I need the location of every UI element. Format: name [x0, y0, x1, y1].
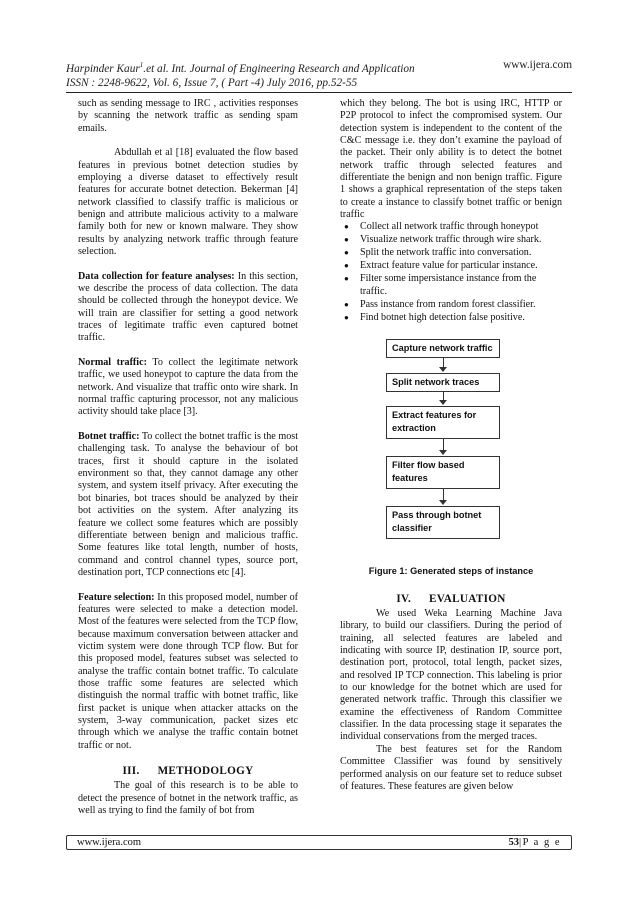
section-heading-methodology: III. METHODOLOGY: [122, 764, 254, 777]
paragraph: which they belong. The bot is using IRC, HTTP or P2P protocol to infect the compromised system. Our detection system is independent to the content of the C&C message i.e. they don’t examine the payload of the packet. Their only ability is to detect the botnet network traffic through selected features and differentiate the benign and non benign traffic. Figure 1 shows a graphical representation of the steps taken to create a instance to classify botnet traffic or benign traffic: [340, 98, 562, 221]
paragraph-lead: Data collection for feature analyses:: [78, 270, 235, 282]
normal-traffic-paragraph: Normal traffic: To collect the legitimate network traffic, we used honeypot to capture the data from the network. And visualize that traffic onto wire shark. In normal traffic capturing processor, not any malicious activity should take place [3].: [78, 357, 298, 418]
flow-step-classify: Pass through botnet classifier: [386, 506, 500, 539]
paragraph: Abdullah et al [18] evaluated the flow based features in previous botnet detection studies by employing a diverse dataset to effectively result features for accurate botnet detection. Bekerman [4] network classified to classify traffic is malicious or benign and attribute malicious activity to a malware family both for new or known malware. They show results by analyzing network traffic through feature selection.: [78, 147, 298, 258]
bullet-icon: ●: [344, 274, 349, 284]
paragraph: We used Weka Learning Machine Java library, to build our classifiers. During the period of training, all selected features are labeled and indicating with source IP, destination IP, source port, destination port, protocol, total length, packet sizes, and resolved IP TCP connection. This labeling is prior to our knowledge for the botnet which are used for generated network traffic. Through this classifier we examine the effectiveness of Random Committee classifier. In the data processing stage it separates the individual conservations from the merged traces.: [340, 608, 562, 743]
flow-step-split: Split network traces: [386, 373, 500, 392]
footer-website-link[interactable]: www.ijera.com: [77, 837, 142, 848]
list-item: ● Collect all network traffic through honeypot: [344, 221, 539, 233]
arrow-down-icon: [439, 400, 447, 405]
data-collection-paragraph: Data collection for feature analyses: In this section, we describe the process of data collection. The data should be collected through the honeypot device. We will train are classifier for setting a good network traces of legitimate traffic even captured botnet traffic.: [78, 270, 298, 344]
flow-step-capture: Capture network traffic: [386, 339, 500, 358]
paragraph-lead: Botnet traffic:: [78, 431, 140, 443]
page-header: [66, 58, 572, 91]
paragraph-lead: Feature selection:: [78, 591, 155, 603]
list-item: ● Find botnet high detection false positive.: [344, 311, 525, 323]
arrow-down-icon: [439, 450, 447, 455]
bullet-icon: ●: [344, 299, 349, 309]
bullet-icon: ●: [344, 235, 349, 245]
bullet-icon: ●: [344, 222, 349, 232]
figure-1-flowchart: [340, 339, 562, 589]
page-footer: [66, 835, 572, 850]
botnet-traffic-paragraph: Botnet traffic: To collect the botnet traffic is the most challenging task. To analyse the behaviour of bot traces, first it should capture in the isolated environment so that, they cannot damage any other system, and system itself privacy. After executing the bot binaries, bot traces should be analyzed by their bot activities on the system. After analyzing its feature we collect some features which are possibly differentiate between benign and malicious traffic. Some features like total length, number of hosts, command and control channel types, source port, destination port, TCP connections etc [4].: [78, 431, 298, 578]
paragraph: The goal of this research is to be able to detect the presence of botnet in the network traffic, as well as trying to find the family of bot from: [78, 780, 298, 817]
paragraph-lead: Normal traffic:: [78, 357, 147, 369]
header-divider: [66, 92, 572, 93]
citation: Harpinder Kaur$^1$.et al. Int. Journal of Engineering Research and Application: [66, 61, 415, 75]
list-item: ● Visualize network traffic through wire shark.: [344, 234, 542, 246]
bullet-icon: ●: [344, 248, 349, 258]
list-item: ● Extract feature value for particular instance.: [344, 260, 538, 272]
list-item: ● Pass instance from random forest classifier.: [344, 298, 536, 310]
arrow-down-icon: [439, 367, 447, 372]
figure-caption: Figure 1: Generated steps of instance: [368, 565, 534, 576]
paragraph: The best features set for the Random Committee Classifier was found by sensitively performed analysis on our feature set to reduce subset of features. These features are given below: [340, 743, 562, 792]
list-item: ● Filter some impersistance instance from the traffic.: [344, 273, 537, 297]
arrow-down-icon: [439, 500, 447, 505]
feature-selection-paragraph: Feature selection: In this proposed model, number of features were selected to make a detection model. Most of the features were selected from the TCP flow, because maximum conversation between attacker and victim system were done through TCP flow. But for this proposed model, features subset was selected to analyse the traffic contain botnet traffic. To calculate those traffic some features are selected which distinguish the normal traffic with botnet traffic, like first packet is unique when attacker attacks on the system, 3-way communication, packet sizes etc through which we analyse the traffic contain botnet traffic or not.: [78, 591, 298, 751]
left-column: [78, 98, 298, 817]
paragraph: such as sending message to IRC , activities responses by scanning the network traffic as sending spam emails.: [78, 98, 298, 134]
header-website-link[interactable]: www.ijera.com: [503, 59, 572, 71]
bullet-icon: ●: [344, 312, 349, 322]
steps-list: [340, 221, 562, 324]
page-number: 53|P a g e: [508, 837, 561, 848]
issn-line: ISSN : 2248-9622, Vol. 6, Issue 7, ( Part -4) July 2016, pp.52-55: [66, 77, 358, 90]
flow-step-extract: Extract features for extraction: [386, 406, 500, 439]
right-column: [340, 98, 562, 793]
flow-step-filter: Filter flow based features: [386, 456, 500, 489]
list-item: ● Split the network traffic into conversation.: [344, 247, 532, 259]
section-heading-evaluation: IV. EVALUATION: [396, 592, 506, 605]
bullet-icon: ●: [344, 261, 349, 271]
